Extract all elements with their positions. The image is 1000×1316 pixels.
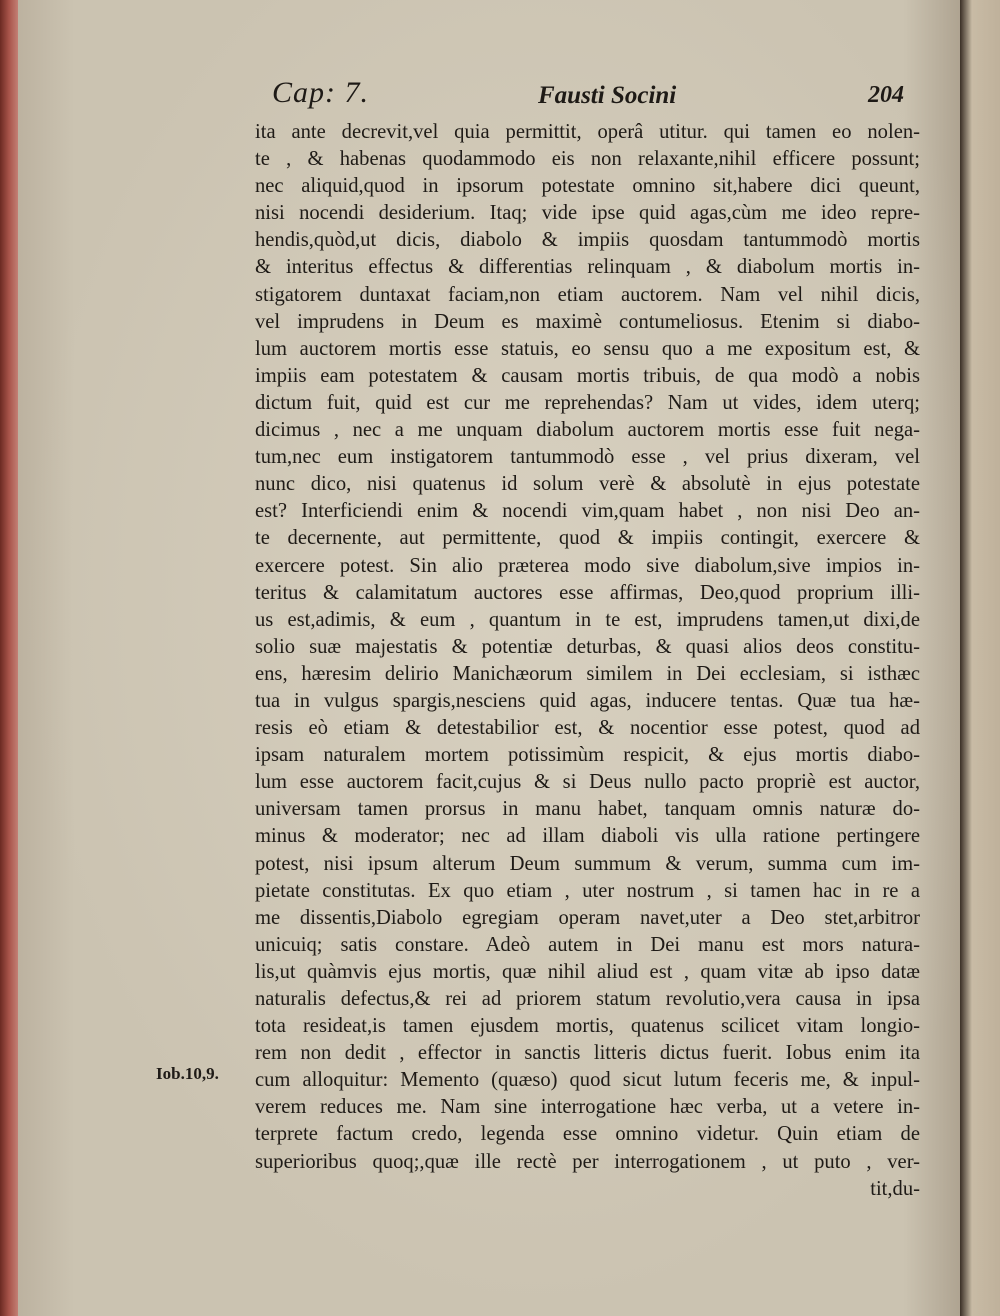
text-line: me dissentis,Diabolo egregiam operam navet,uter a Deo stet,arbitror <box>255 906 920 929</box>
text-line: hendis,quòd,ut dicis, diabolo & impiis quosdam tantummodò mortis <box>255 229 920 252</box>
text-line: tua in vulgus spargis,nesciens quid agas, inducere tentas. Quæ tua hæ- <box>255 689 920 712</box>
text-line: impiis eam potestatem & causam mortis tribuis, de qua modò a nobis <box>255 364 920 387</box>
text-line: ens, hæresim delirio Manichæorum similem in Dei ecclesiam, si isthæc <box>255 662 920 685</box>
text-line: nisi nocendi desiderium. Itaq; vide ipse quid agas,cùm me ideo repre- <box>255 202 920 225</box>
text-line: resis eò etiam & detestabilior est, & nocentior esse potest, quod ad <box>255 717 920 740</box>
adjacent-page-edge <box>960 0 1000 1316</box>
chapter-label: Cap: 7. <box>272 76 369 109</box>
text-line: & interitus effectus & differentias relinquam , & diabolum mortis in- <box>255 256 920 279</box>
text-line: lis,ut quàmvis ejus mortis, quæ nihil aliud est , quam vitæ ab ipso datæ <box>255 960 920 983</box>
text-line: est? Interficiendi enim & nocendi vim,quam habet , non nisi Deo an- <box>255 500 920 523</box>
text-line: dictum fuit, quid est cur me reprehendas? Nam ut vides, idem uterq; <box>255 391 920 414</box>
text-line: rem non dedit , effector in sanctis litteris dictus fuerit. Iobus enim ita <box>255 1042 920 1065</box>
text-line: stigatorem duntaxat faciam,non etiam auctorem. Nam vel nihil dicis, <box>255 283 920 306</box>
body-text <box>255 119 920 1203</box>
text-line: verem reduces me. Nam sine interrogatione hæc verba, ut a vetere in- <box>255 1096 920 1119</box>
text-line: superioribus quoq;,quæ ille rectè per interrogationem , ut puto , ver- <box>255 1150 920 1173</box>
catchword-line: tit,du- <box>870 1177 920 1200</box>
text-line: minus & moderator; nec ad illam diaboli vis ulla ratione pertingere <box>255 825 920 848</box>
text-line: ita ante decrevit,vel quia permittit, operâ utitur. qui tamen eo nolen- <box>255 121 920 143</box>
text-line: universam tamen prorsus in manu habet, tanquam omnis naturæ do- <box>255 798 920 821</box>
text-line: teritus & calamitatum auctores esse affirmas, Deo,quod proprium illi- <box>255 581 920 604</box>
text-line: exercere potest. Sin alio præterea modo sive diabolum,sive impios in- <box>255 554 920 577</box>
text-line: tum,nec eum instigatorem tantummodò esse , vel prius dixeram, vel <box>255 446 920 469</box>
text-line: vel imprudens in Deum es maximè contumeliosus. Etenim si diabo- <box>255 310 920 333</box>
text-line: dicimus , nec a me unquam diabolum auctorem mortis esse fuit nega- <box>255 419 920 442</box>
text-line: ipsam naturalem mortem potissimùm respicit, & ejus mortis diabo- <box>255 744 920 767</box>
margin-note-job-reference: Iob.10,9. <box>156 1064 219 1083</box>
text-line: unicuiq; satis constare. Adeò autem in Dei manu est mors natura- <box>255 933 920 956</box>
book-binding-edge <box>0 0 20 1316</box>
text-line: us est,adimis, & eum , quantum in te est, imprudens tamen,ut dixi,de <box>255 608 920 631</box>
running-title: Fausti Socini <box>538 82 677 109</box>
text-line: te , & habenas quodammodo eis non relaxante,nihil efficere possunt; <box>255 148 920 171</box>
text-line: cum alloquitur: Memento (quæso) quod sicut lutum feceris me, & inpul- <box>255 1069 920 1092</box>
text-line: tota resideat,is tamen ejusdem mortis, quatenus scilicet vitam longio- <box>255 1015 920 1038</box>
text-line: pietate constitutas. Ex quo etiam , uter nostrum , si tamen hac in re a <box>255 879 920 902</box>
text-line: nec aliquid,quod in ipsorum potestate omnino sit,habere dici queunt, <box>255 175 920 198</box>
text-line: lum esse auctorem facit,cujus & si Deus nullo pacto propriè est auctor, <box>255 771 920 794</box>
text-line: lum auctorem mortis esse statuis, eo sensu quo a me expositum est, & <box>255 337 920 360</box>
text-line: naturalis defectus,& rei ad priorem statum revolutio,vera causa in ipsa <box>255 988 920 1010</box>
text-line: terprete factum credo, legenda esse omnino videtur. Quin etiam de <box>255 1123 920 1146</box>
page-number: 204 <box>868 82 904 108</box>
text-line: te decernente, aut permittente, quod & impiis contingit, exercere & <box>255 527 920 550</box>
text-line: nunc dico, nisi quatenus id solum verè & absolutè in ejus potestate <box>255 473 920 496</box>
text-line: solio suæ majestatis & potentiæ deturbas, & quasi alios deos constitu- <box>255 635 920 658</box>
text-line: potest, nisi ipsum alterum Deum summum & verum, summa cum im- <box>255 852 920 875</box>
page-header <box>250 76 910 116</box>
